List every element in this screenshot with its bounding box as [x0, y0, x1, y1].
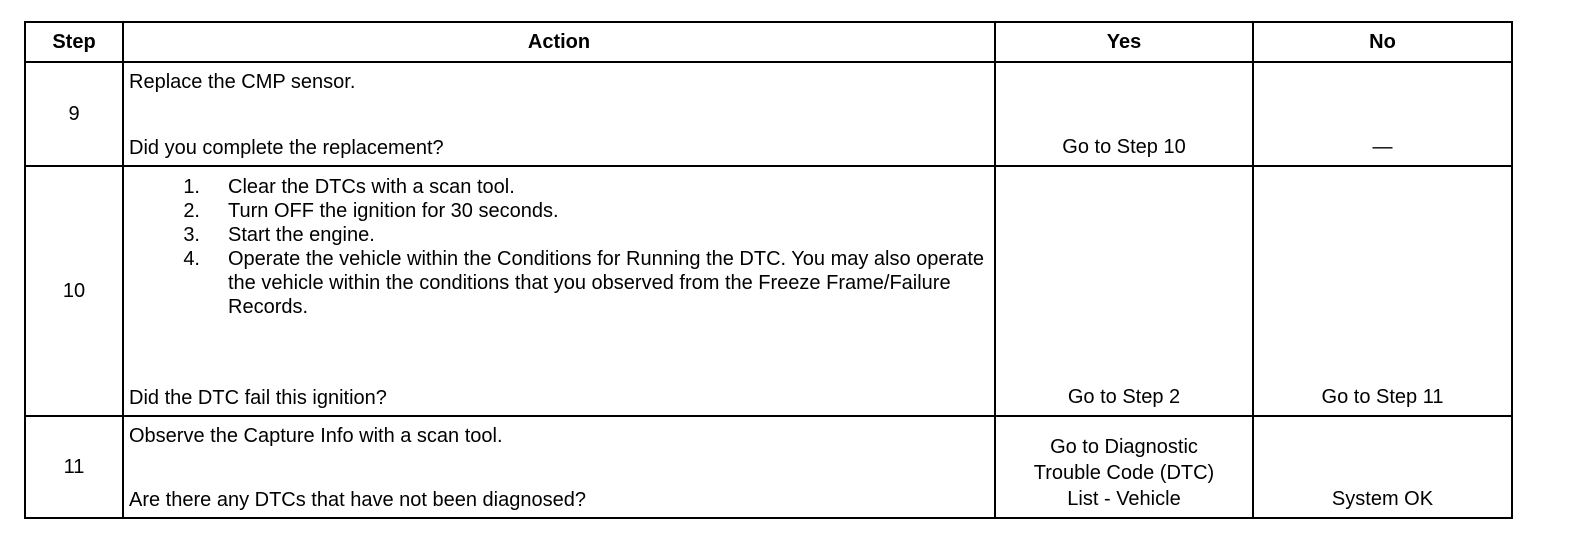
- list-item: [176, 199, 991, 223]
- header-step: Step: [25, 22, 123, 62]
- list-item-number: 2.: [183, 200, 200, 222]
- yes-link-line: Go to Diagnostic: [1050, 436, 1198, 458]
- action-cell: [123, 416, 995, 518]
- yes-link-line: List - Vehicle: [1067, 488, 1181, 510]
- no-link[interactable]: Go to Step 11: [1321, 386, 1444, 408]
- no-cell: [1253, 62, 1512, 166]
- no-value: —: [1372, 136, 1393, 158]
- action-steps-list: [176, 175, 991, 319]
- no-cell: [1253, 416, 1512, 518]
- header-yes: Yes: [995, 22, 1253, 62]
- question-text: Did the DTC fail this ignition?: [129, 387, 387, 409]
- yes-link[interactable]: Go to Step 10: [1062, 136, 1186, 158]
- step-number: 10: [25, 166, 123, 416]
- list-item: [176, 247, 991, 319]
- yes-link[interactable]: [996, 434, 1252, 512]
- question-text: Did you complete the replacement?: [129, 137, 444, 159]
- no-value: System OK: [1331, 488, 1434, 510]
- action-cell: [123, 62, 995, 166]
- list-item-number: 3.: [183, 224, 200, 246]
- step-number: 9: [25, 62, 123, 166]
- yes-link-line: Trouble Code (DTC): [1033, 462, 1215, 484]
- list-item-number: 1.: [183, 176, 200, 198]
- list-item-text: Operate the vehicle within the Conditions for Running the DTC. You may also operate the vehicle within the conditions that you observed from the Freeze Frame/Failure Records.: [228, 248, 984, 318]
- diagnostic-table: [24, 21, 1513, 519]
- action-cell: [123, 166, 995, 416]
- table-row: [25, 62, 1512, 166]
- list-item-number: 4.: [183, 248, 200, 270]
- list-item: [176, 175, 991, 199]
- yes-cell: [995, 416, 1253, 518]
- yes-link[interactable]: Go to Step 2: [1067, 386, 1181, 408]
- header-action: Action: [123, 22, 995, 62]
- list-item-text: Turn OFF the ignition for 30 seconds.: [228, 200, 559, 222]
- step-number: 11: [25, 416, 123, 518]
- yes-cell: [995, 166, 1253, 416]
- question-text: Are there any DTCs that have not been diagnosed?: [129, 489, 586, 511]
- list-item-text: Start the engine.: [228, 224, 375, 246]
- action-text: Replace the CMP sensor.: [129, 71, 356, 93]
- action-text: Observe the Capture Info with a scan tool.: [129, 425, 503, 447]
- table-row: [25, 416, 1512, 518]
- list-item-text: Clear the DTCs with a scan tool.: [228, 176, 515, 198]
- yes-cell: [995, 62, 1253, 166]
- header-row: [25, 22, 1512, 62]
- no-cell: [1253, 166, 1512, 416]
- table-row: [25, 166, 1512, 416]
- header-no: No: [1253, 22, 1512, 62]
- list-item: [176, 223, 991, 247]
